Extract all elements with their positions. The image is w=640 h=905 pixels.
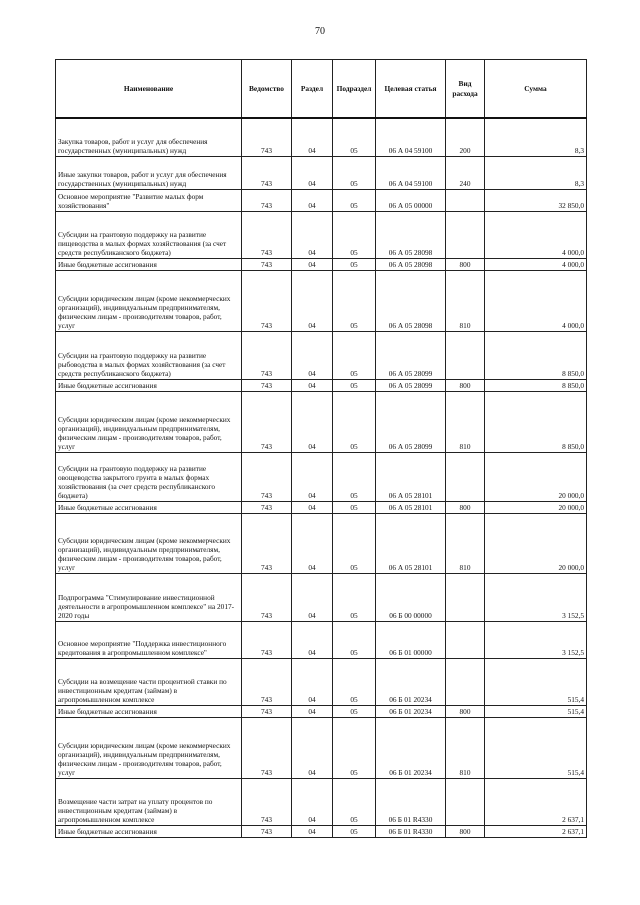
row-expense-type-cell: 800 [446, 258, 485, 270]
row-name-cell: Субсидии юридическим лицам (кроме некоммерческих организаций), индивидуальным предпринимателям, физическим лицам - производителям товаров, работ, услуг [56, 717, 242, 778]
row-subsection-cell: 05 [333, 270, 376, 331]
row-expense-type-cell [446, 211, 485, 258]
row-section-cell: 04 [292, 331, 333, 379]
row-target-article-cell: 06 Б 01 20234 [376, 658, 446, 705]
row-subsection-cell: 05 [333, 189, 376, 211]
row-subsection-cell: 05 [333, 501, 376, 513]
row-section-cell: 04 [292, 258, 333, 270]
row-amount-cell: 2 637,1 [485, 825, 587, 837]
row-name-cell: Субсидии на грантовую поддержку на развитие пищеводства в малых формах хозяйствования (за счет средств республиканского бюджета) [56, 211, 242, 258]
table-row [56, 391, 587, 452]
table-row [56, 258, 587, 270]
row-amount-cell: 4 000,0 [485, 258, 587, 270]
row-section-cell: 04 [292, 270, 333, 331]
row-amount-cell: 3 152,5 [485, 573, 587, 621]
row-section-cell: 04 [292, 379, 333, 391]
table-row [56, 513, 587, 573]
row-section-cell: 04 [292, 778, 333, 825]
row-department-cell: 743 [242, 156, 292, 189]
row-section-cell: 04 [292, 513, 333, 573]
table-row [56, 705, 587, 717]
row-department-cell: 743 [242, 118, 292, 156]
row-target-article-cell: 06 А 05 28098 [376, 258, 446, 270]
header-row [56, 60, 587, 119]
table-header [56, 60, 587, 119]
row-department-cell: 743 [242, 331, 292, 379]
row-department-cell: 743 [242, 270, 292, 331]
row-target-article-cell: 06 Б 01 R4330 [376, 778, 446, 825]
row-name-cell: Иные бюджетные ассигнования [56, 705, 242, 717]
row-name-cell: Субсидии на грантовую поддержку на развитие рыбоводства в малых формах хозяйствования (за счет средств республиканского бюджета) [56, 331, 242, 379]
row-name-cell: Субсидии юридическим лицам (кроме некоммерческих организаций), индивидуальным предпринимателям, физическим лицам - производителям товаров, работ, услуг [56, 513, 242, 573]
row-subsection-cell: 05 [333, 391, 376, 452]
row-subsection-cell: 05 [333, 658, 376, 705]
row-target-article-cell: 06 А 05 28099 [376, 331, 446, 379]
row-subsection-cell: 05 [333, 379, 376, 391]
row-target-article-cell: 06 Б 00 00000 [376, 573, 446, 621]
row-amount-cell: 515,4 [485, 705, 587, 717]
row-amount-cell: 515,4 [485, 717, 587, 778]
table-row [56, 379, 587, 391]
header-name: Наименование [56, 60, 242, 119]
table-row [56, 156, 587, 189]
row-section-cell: 04 [292, 156, 333, 189]
row-name-cell: Иные бюджетные ассигнования [56, 258, 242, 270]
row-section-cell: 04 [292, 189, 333, 211]
row-expense-type-cell [446, 189, 485, 211]
row-expense-type-cell: 800 [446, 825, 485, 837]
row-subsection-cell: 05 [333, 825, 376, 837]
row-name-cell: Субсидии юридическим лицам (кроме некоммерческих организаций), индивидуальным предпринимателям, физическим лицам - производителям товаров, работ, услуг [56, 270, 242, 331]
table-row [56, 270, 587, 331]
table-row [56, 825, 587, 837]
row-amount-cell: 515,4 [485, 658, 587, 705]
row-department-cell: 743 [242, 501, 292, 513]
row-name-cell: Иные закупки товаров, работ и услуг для обеспечения государственных (муниципальных) нужд [56, 156, 242, 189]
table-row [56, 717, 587, 778]
row-department-cell: 743 [242, 211, 292, 258]
row-name-cell: Субсидии на возмещение части процентной ставки по инвестиционным кредитам (займам) в агропромышленном комплексе [56, 658, 242, 705]
row-target-article-cell: 06 А 05 28098 [376, 211, 446, 258]
row-department-cell: 743 [242, 825, 292, 837]
row-target-article-cell: 06 Б 01 00000 [376, 621, 446, 658]
row-section-cell: 04 [292, 391, 333, 452]
row-name-cell: Закупка товаров, работ и услуг для обеспечения государственных (муниципальных) нужд [56, 118, 242, 156]
row-expense-type-cell: 800 [446, 501, 485, 513]
row-expense-type-cell: 240 [446, 156, 485, 189]
row-amount-cell: 8 850,0 [485, 391, 587, 452]
row-amount-cell: 3 152,5 [485, 621, 587, 658]
row-target-article-cell: 06 А 05 28098 [376, 270, 446, 331]
row-department-cell: 743 [242, 573, 292, 621]
row-target-article-cell: 06 А 05 28101 [376, 452, 446, 501]
row-name-cell: Подпрограмма "Стимулирование инвестиционной деятельности в агропромышленном комплексе" на 2017-2020 годы [56, 573, 242, 621]
table-body [56, 118, 587, 837]
row-department-cell: 743 [242, 717, 292, 778]
row-target-article-cell: 06 Б 01 R4330 [376, 825, 446, 837]
table-row [56, 118, 587, 156]
row-subsection-cell: 05 [333, 513, 376, 573]
row-section-cell: 04 [292, 573, 333, 621]
row-subsection-cell: 05 [333, 717, 376, 778]
table-row [56, 189, 587, 211]
row-target-article-cell: 06 А 04 59100 [376, 118, 446, 156]
row-name-cell: Иные бюджетные ассигнования [56, 825, 242, 837]
header-section: Раздел [292, 60, 333, 119]
row-name-cell: Иные бюджетные ассигнования [56, 501, 242, 513]
row-expense-type-cell: 800 [446, 705, 485, 717]
row-subsection-cell: 05 [333, 452, 376, 501]
row-amount-cell: 8,3 [485, 118, 587, 156]
row-expense-type-cell: 810 [446, 270, 485, 331]
row-subsection-cell: 05 [333, 156, 376, 189]
row-target-article-cell: 06 А 05 28099 [376, 379, 446, 391]
row-expense-type-cell [446, 658, 485, 705]
row-section-cell: 04 [292, 501, 333, 513]
row-amount-cell: 20 000,0 [485, 501, 587, 513]
row-subsection-cell: 05 [333, 778, 376, 825]
row-department-cell: 743 [242, 621, 292, 658]
row-amount-cell: 32 850,0 [485, 189, 587, 211]
row-name-cell: Основное мероприятие "Развитие малых форм хозяйствования" [56, 189, 242, 211]
row-subsection-cell: 05 [333, 331, 376, 379]
row-section-cell: 04 [292, 621, 333, 658]
header-department: Ведомство [242, 60, 292, 119]
row-amount-cell: 4 000,0 [485, 270, 587, 331]
row-amount-cell: 20 000,0 [485, 452, 587, 501]
row-target-article-cell: 06 А 05 28099 [376, 391, 446, 452]
row-name-cell: Субсидии юридическим лицам (кроме некоммерческих организаций), индивидуальным предпринимателям, физическим лицам - производителям товаров, работ, услуг [56, 391, 242, 452]
row-amount-cell: 8 850,0 [485, 379, 587, 391]
row-department-cell: 743 [242, 258, 292, 270]
row-target-article-cell: 06 А 04 59100 [376, 156, 446, 189]
row-amount-cell: 2 637,1 [485, 778, 587, 825]
table-row [56, 331, 587, 379]
row-target-article-cell: 06 Б 01 20234 [376, 705, 446, 717]
row-department-cell: 743 [242, 778, 292, 825]
row-amount-cell: 20 000,0 [485, 513, 587, 573]
table-row [56, 658, 587, 705]
row-section-cell: 04 [292, 118, 333, 156]
row-expense-type-cell: 200 [446, 118, 485, 156]
budget-table [55, 59, 587, 838]
row-department-cell: 743 [242, 705, 292, 717]
row-section-cell: 04 [292, 825, 333, 837]
table-row [56, 501, 587, 513]
row-expense-type-cell: 810 [446, 391, 485, 452]
row-expense-type-cell [446, 621, 485, 658]
row-expense-type-cell [446, 452, 485, 501]
row-subsection-cell: 05 [333, 621, 376, 658]
row-expense-type-cell: 800 [446, 379, 485, 391]
table-row [56, 573, 587, 621]
row-name-cell: Иные бюджетные ассигнования [56, 379, 242, 391]
header-subsection: Подраздел [333, 60, 376, 119]
row-subsection-cell: 05 [333, 118, 376, 156]
row-expense-type-cell [446, 331, 485, 379]
row-department-cell: 743 [242, 513, 292, 573]
row-target-article-cell: 06 А 05 28101 [376, 513, 446, 573]
header-amount: Сумма [485, 60, 587, 119]
row-subsection-cell: 05 [333, 211, 376, 258]
row-name-cell: Основное мероприятие "Поддержка инвестиционного кредитования в агропромышленном комплексе" [56, 621, 242, 658]
row-section-cell: 04 [292, 452, 333, 501]
row-amount-cell: 8,3 [485, 156, 587, 189]
row-name-cell: Субсидии на грантовую поддержку на развитие овощеводства закрытого грунта в малых формах хозяйствования (за счет средств республиканского бюджета) [56, 452, 242, 501]
header-target-article: Целевая статья [376, 60, 446, 119]
row-section-cell: 04 [292, 705, 333, 717]
row-target-article-cell: 06 Б 01 20234 [376, 717, 446, 778]
row-subsection-cell: 05 [333, 258, 376, 270]
row-target-article-cell: 06 А 05 28101 [376, 501, 446, 513]
table-row [56, 452, 587, 501]
row-department-cell: 743 [242, 658, 292, 705]
row-amount-cell: 4 000,0 [485, 211, 587, 258]
row-department-cell: 743 [242, 391, 292, 452]
row-expense-type-cell [446, 573, 485, 621]
row-department-cell: 743 [242, 452, 292, 501]
row-department-cell: 743 [242, 379, 292, 391]
page-number: 70 [315, 26, 325, 37]
row-name-cell: Возмещение части затрат на уплату процентов по инвестиционным кредитам (займам) в агропромышленном комплексе [56, 778, 242, 825]
table-row [56, 621, 587, 658]
row-section-cell: 04 [292, 717, 333, 778]
row-target-article-cell: 06 А 05 00000 [376, 189, 446, 211]
row-subsection-cell: 05 [333, 705, 376, 717]
row-expense-type-cell: 810 [446, 717, 485, 778]
row-section-cell: 04 [292, 658, 333, 705]
table-row [56, 778, 587, 825]
row-amount-cell: 8 850,0 [485, 331, 587, 379]
row-section-cell: 04 [292, 211, 333, 258]
row-expense-type-cell: 810 [446, 513, 485, 573]
table-row [56, 211, 587, 258]
row-subsection-cell: 05 [333, 573, 376, 621]
header-expense-type: Вид расхода [446, 60, 485, 119]
row-expense-type-cell [446, 778, 485, 825]
row-department-cell: 743 [242, 189, 292, 211]
